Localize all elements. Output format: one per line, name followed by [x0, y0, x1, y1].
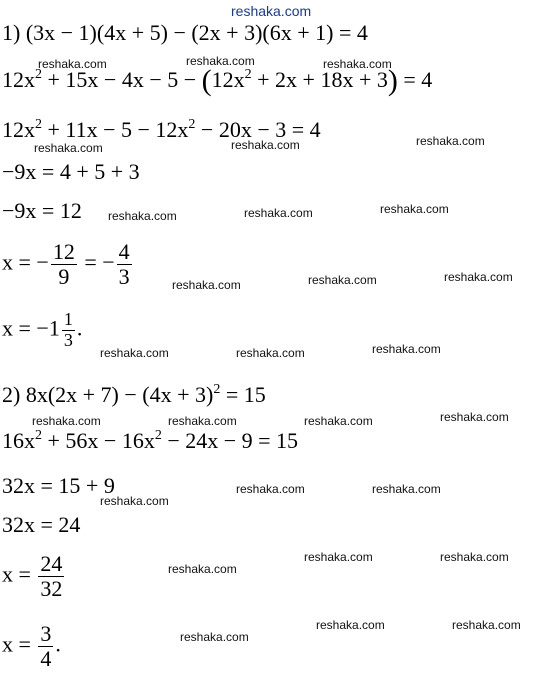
part2-expansion: $16x^2 + 56x - 16x^2 - 24x - 9 = 15$ — [2, 428, 299, 453]
watermark: reshaka.com — [308, 273, 377, 287]
watermark: reshaka.com — [168, 562, 237, 576]
watermark: reshaka.com — [32, 414, 101, 428]
watermark: reshaka.com — [236, 482, 305, 496]
watermark: reshaka.com — [304, 550, 373, 564]
watermark: reshaka.com — [372, 482, 441, 496]
watermark: reshaka.com — [304, 414, 373, 428]
watermark: reshaka.com — [34, 141, 103, 155]
watermark-top: reshaka.com — [231, 3, 312, 19]
watermark: reshaka.com — [244, 206, 313, 220]
part1-expansion: $12x^2 + 15x - 4x - 5 - (12x^2 + 2x + 18x + 3) = 4$ — [2, 64, 433, 97]
part1-mixed-answer: x = −1 $\frac{1}{3}$ . — [2, 309, 83, 350]
watermark: reshaka.com — [108, 209, 177, 223]
watermark: reshaka.com — [172, 278, 241, 292]
watermark: reshaka.com — [380, 202, 449, 216]
part1-combined: −9x = 12 — [2, 198, 82, 223]
part2-final-answer: x = $\frac{3}{4}$ . — [2, 621, 61, 672]
part2-collect-terms: 32x = 15 + 9 — [2, 473, 115, 498]
watermark: reshaka.com — [416, 134, 485, 148]
part1-simplified: $12x^2 + 11x - 5 - 12x^2 - 20x - 3 = 4$ — [2, 117, 321, 142]
part1-equation: 1) (3x − 1)(4x + 5) − (2x + 3)(6x + 1) = 4 — [2, 20, 368, 45]
fraction-1-3: $\frac{1}{3}$ — [63, 309, 73, 350]
watermark: reshaka.com — [316, 618, 385, 632]
part1-collect-terms: −9x = 4 + 5 + 3 — [2, 159, 140, 184]
watermark: reshaka.com — [231, 138, 300, 152]
watermark: reshaka.com — [100, 494, 169, 508]
right-paren: ) — [387, 64, 398, 97]
watermark: reshaka.com — [444, 270, 513, 284]
watermark: reshaka.com — [180, 630, 249, 644]
part2-equation: 2) $8x(2x + 7) - (4x + 3)^2 = 15$ — [2, 382, 266, 407]
fraction-24-32: $\frac{24}{32}$ — [40, 551, 63, 602]
fraction-3-4: $\frac{3}{4}$ — [40, 621, 52, 672]
watermark: reshaka.com — [38, 57, 107, 71]
watermark: reshaka.com — [100, 346, 169, 360]
fraction-12-9: $\frac{12}{9}$ — [52, 239, 75, 290]
part1-fraction-result: x = − $\frac{12}{9}$ = − $\frac{4}{3}$ — [2, 239, 130, 290]
watermark: reshaka.com — [186, 54, 255, 68]
watermark: reshaka.com — [440, 410, 509, 424]
watermark: reshaka.com — [236, 346, 305, 360]
part2-fraction-result: x = $\frac{24}{32}$ — [2, 551, 63, 602]
watermark: reshaka.com — [323, 57, 392, 71]
watermark: reshaka.com — [168, 414, 237, 428]
fraction-4-3: $\frac{4}{3}$ — [118, 239, 130, 290]
left-paren: ( — [201, 64, 212, 97]
watermark: reshaka.com — [372, 342, 441, 356]
part2-combined: 32x = 24 — [2, 512, 81, 537]
watermark: reshaka.com — [440, 550, 509, 564]
watermark: reshaka.com — [452, 618, 521, 632]
